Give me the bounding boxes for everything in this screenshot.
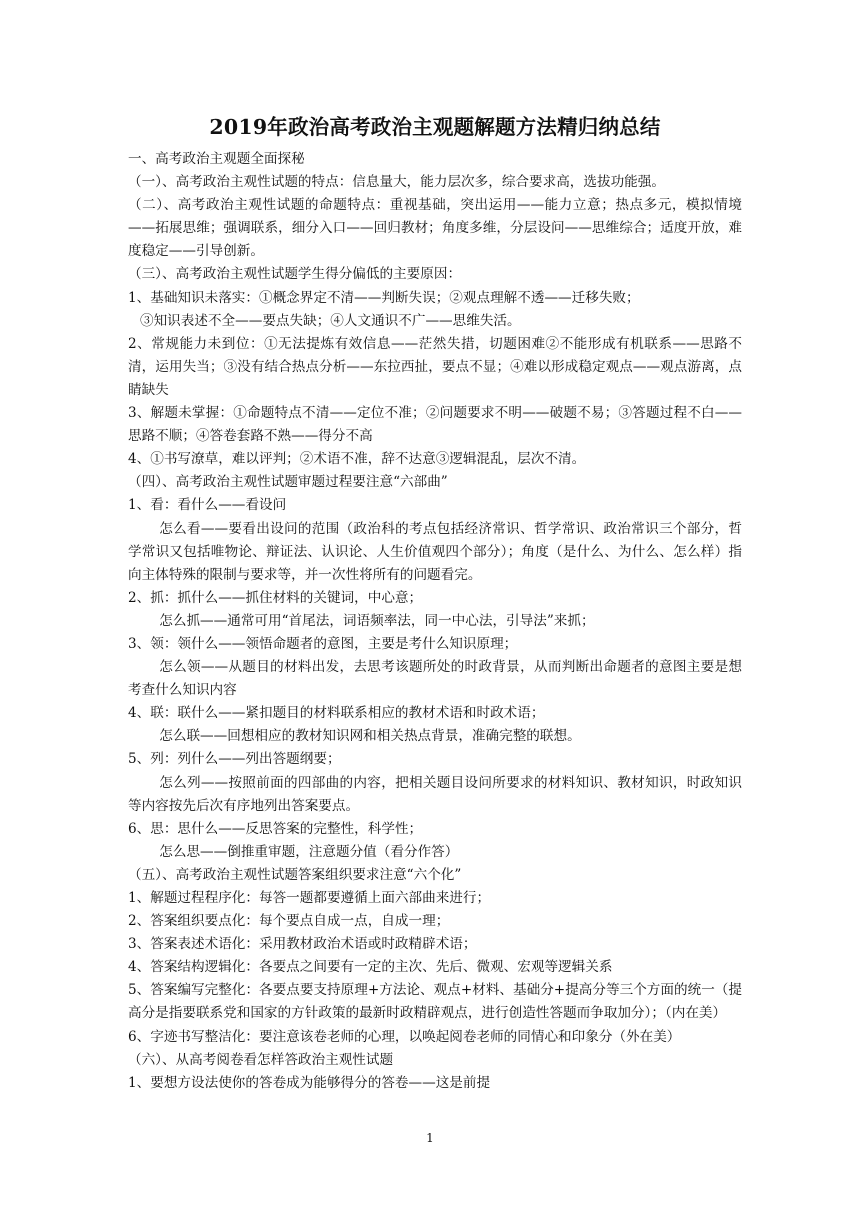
paragraph: 怎么思——倒推重审题，注意题分值（看分作答） [159, 843, 459, 860]
paragraph: 3、答案表述术语化：采用教材政治术语或时政精辟术语； [128, 936, 477, 953]
paragraph: （二）、高考政治主观性试题的命题特点：重视基础，突出运用——能力立意；热点多元，模拟情境——拓展思维；强调联系，细分入口——回归教材；角度多维，分层设问——思维综合；适度开放，难度稳定——引导创新。 [128, 197, 742, 260]
paragraph: 怎么抓——通常可用“首尾法，词语频率法，同一中心法，引导法”来抓； [159, 612, 595, 629]
paragraph: 1、基础知识未落实：①概念界定不清——判断失误；②观点理解不透——迁移失败； [128, 289, 640, 306]
paragraph: （六）、从高考阅卷看怎样答政治主观性试题 [128, 1051, 394, 1068]
paragraph: （一）、高考政治主观性试题的特点：信息量大，能力层次多，综合要求高，选拔功能强。 [128, 174, 665, 191]
paragraph: 5、答案编写完整化：各要点要支持原理+方法论、观点+材料、基础分+提高分等三个方面的统一（提高分是指要联系党和国家的方针政策的最新时政精辟观点，进行创造性答题而争取加分）；（内在美） [128, 982, 742, 1022]
paragraph: 4、联：联什么——紧扣题目的材料联系相应的教材术语和时政术语； [128, 705, 545, 722]
paragraph: 1、要想方设法使你的答卷成为能够得分的答卷——这是前提 [128, 1074, 491, 1091]
paragraph: 2、常规能力未到位：①无法提炼有效信息——茫然失措，切题困难②不能形成有机联系——思路不清，运用失当；③没有结合热点分析——东拉西扯，要点不显；④难以形成稳定观点——观点游离，点睛缺失 [128, 335, 742, 398]
paragraph: 3、解题未掌握：①命题特点不清——定位不准；②问题要求不明——破题不易；③答题过程不白——思路不顺；④答卷套路不熟——得分不高 [128, 405, 742, 445]
page-number: 1 [426, 1131, 434, 1145]
paragraph: 1、解题过程程序化：每答一题都要遵循上面六部曲来进行； [128, 890, 491, 906]
paragraph: 怎么领——从题目的材料出发，去思考该题所处的时政背景，从而判断出命题者的意图主要是想考查什么知识内容 [128, 659, 742, 699]
paragraph: 怎么列——按照前面的四部曲的内容，把相关题目设问所要求的材料知识、教材知识，时政知识等内容按先后次有序地列出答案要点。 [128, 774, 742, 814]
paragraph: 6、字迹书写整洁化：要注意该卷老师的心理，以唤起阅卷老师的同情心和印象分（外在美） [128, 1028, 681, 1045]
paragraph: 怎么联——回想相应的教材知识网和相关热点背景，准确完整的联想。 [159, 728, 581, 745]
paragraph: （三）、高考政治主观性试题学生得分偏低的主要原因： [128, 266, 462, 283]
paragraph: （五）、高考政治主观性试题答案组织要求注意“六个化” [128, 866, 462, 883]
paragraph: 1、看：看什么——看设问 [128, 497, 287, 514]
paragraph: 4、答案结构逻辑化：各要点之间要有一定的主次、先后、微观、宏观等逻辑关系 [128, 959, 613, 976]
paragraph: 怎么看——要看出设问的范围（政治科的考点包括经济常识、哲学常识、政治常识三个部分，哲学常识又包括唯物论、辩证法、认识论、人生价值观四个部分）；角度（是什么、为什么、怎么样）指向主体特殊的限制与要求等，并一次性将所有的问题看完。 [128, 520, 742, 583]
paragraph: ③知识表述不全——要点失缺；④人文通识不广——思维失活。 [140, 312, 521, 329]
paragraph: 3、领：领什么——领悟命题者的意图，主要是考什么知识原理； [128, 635, 518, 652]
paragraph: 2、抓：抓什么——抓住材料的关键词，中心意； [128, 589, 423, 606]
document-body [128, 148, 742, 1095]
paragraph: （四）、高考政治主观性试题审题过程要注意“六部曲” [128, 474, 448, 491]
paragraph: 5、列：列什么——列出答题纲要； [128, 751, 341, 768]
paragraph: 6、思：思什么——反思答案的完整性，科学性； [128, 820, 423, 837]
paragraph: 2、答案组织要点化：每个要点自成一点，自成一理； [128, 913, 450, 930]
paragraph: 一、高考政治主观题全面探秘 [128, 151, 305, 167]
paragraph: 4、①书写潦草，难以评判；②术语不准，辞不达意③逻辑混乱，层次不清。 [128, 451, 586, 468]
document-title: 2019年政治高考政治主观题解题方法精归纳总结 [209, 115, 661, 139]
